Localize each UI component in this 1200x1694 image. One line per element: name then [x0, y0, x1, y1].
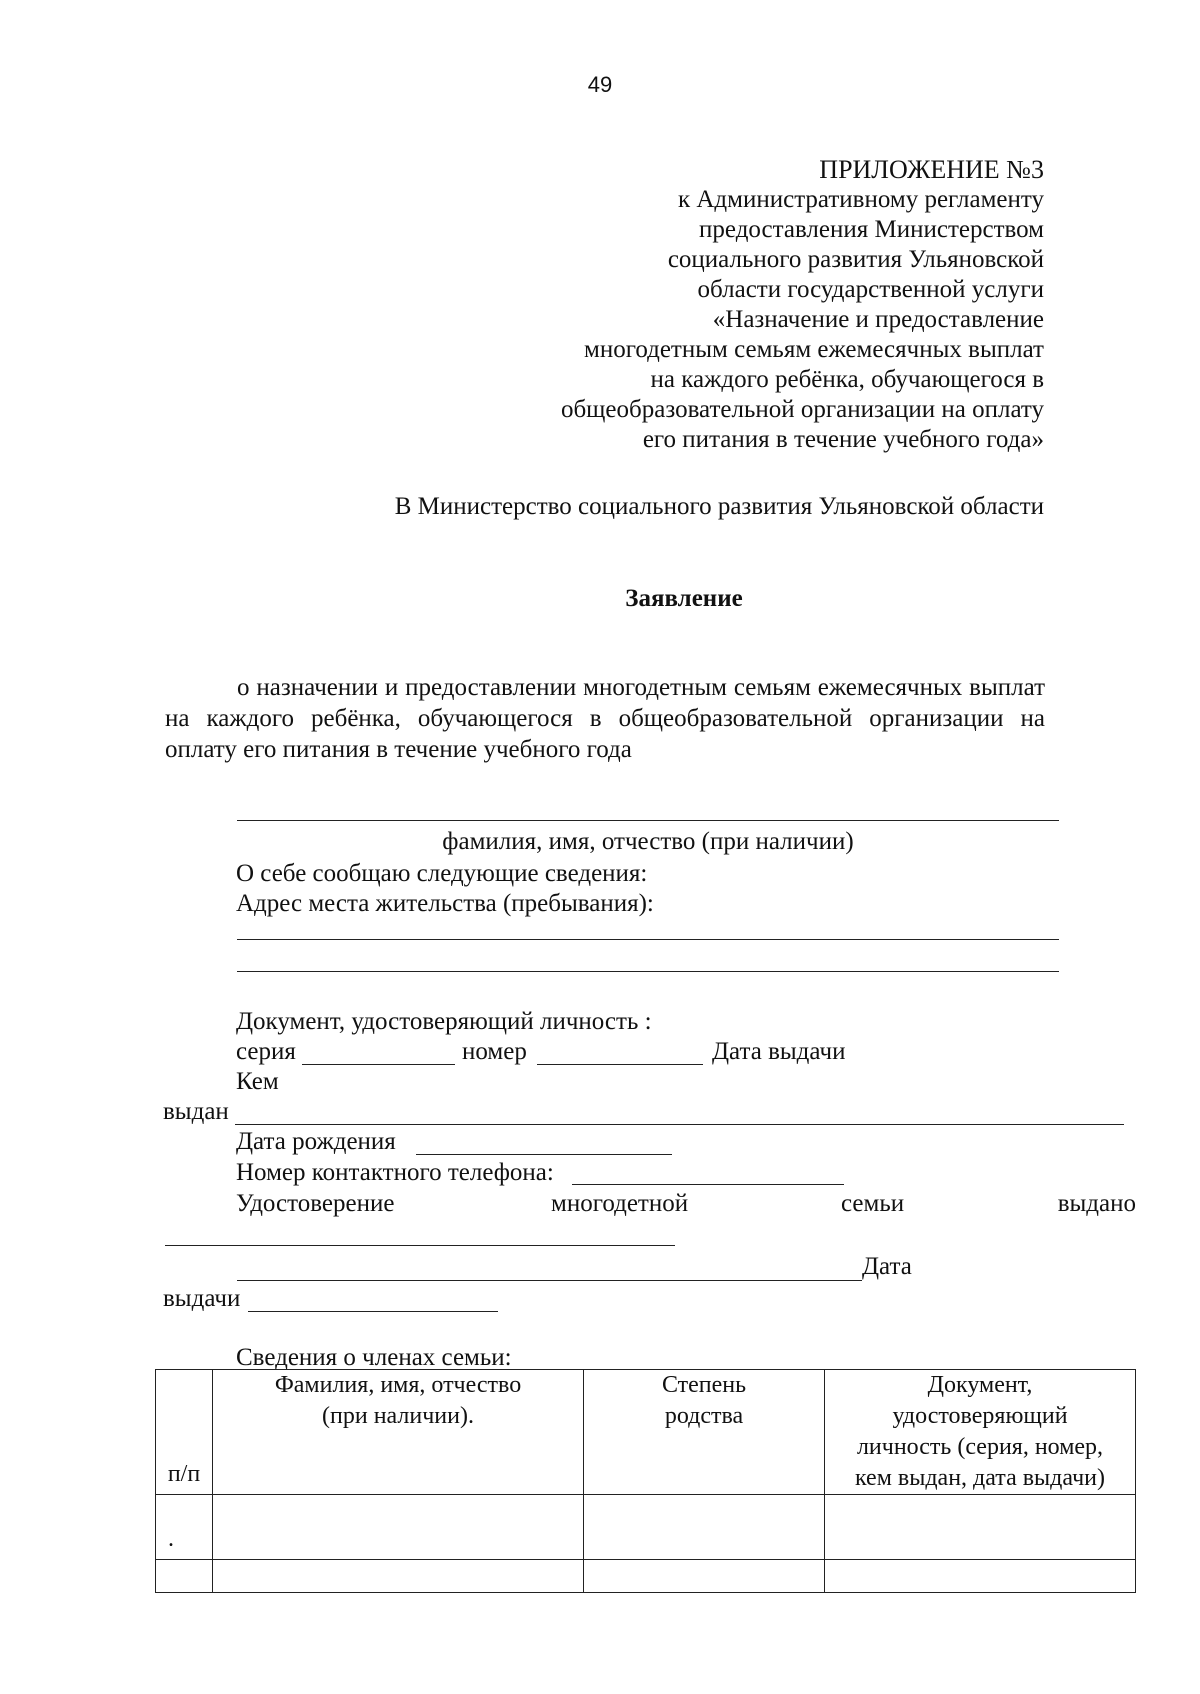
table-row [156, 1560, 1136, 1593]
address-line-1[interactable] [237, 939, 1059, 940]
table-cell-document[interactable] [825, 1560, 1136, 1593]
document-title: Заявление [625, 585, 743, 612]
certificate-issuer-line-1[interactable] [165, 1245, 675, 1246]
table-cell-name[interactable] [213, 1495, 584, 1560]
table-row [156, 1495, 1136, 1560]
column-header-document-line: удостоверяющий [892, 1403, 1068, 1429]
phone-field-line[interactable] [572, 1184, 844, 1185]
table-cell-number[interactable] [156, 1560, 213, 1593]
certificate-word-1: Удостоверение [236, 1190, 395, 1217]
table-cell-relation[interactable] [584, 1560, 825, 1593]
phone-label: Номер контактного телефона: [236, 1159, 554, 1186]
appendix-block [561, 155, 1044, 455]
table-cell-relation[interactable] [584, 1495, 825, 1560]
fio-field-line[interactable] [237, 820, 1059, 821]
intro-paragraph [165, 672, 1045, 765]
column-header-name-line: (при наличии). [322, 1403, 474, 1429]
appendix-line: на каждого ребёнка, обучающегося в [650, 366, 1044, 393]
id-document-label: Документ, удостоверяющий личность : [236, 1008, 652, 1035]
appendix-line: области государственной услуги [697, 276, 1044, 303]
issued-by-label-1: Кем [236, 1068, 279, 1095]
certificate-issuer-line-2[interactable] [237, 1280, 862, 1281]
appendix-line: его питания в течение учебного года» [642, 426, 1044, 453]
appendix-line: к Административному регламенту [677, 186, 1044, 213]
intro-text: о назначении и предоставлении многодетным семьям ежемесячных выплат на каждого ребёнка, обучающегося в общеобразовательной организации на оплату его питания в течение учебного года [165, 674, 1045, 763]
certificate-word-2: многодетной [551, 1190, 689, 1217]
column-header-document-line: Документ, [927, 1372, 1033, 1398]
appendix-line: социального развития Ульяновской [667, 246, 1044, 273]
appendix-line: «Назначение и предоставление [712, 306, 1044, 333]
number-label: номер [462, 1038, 527, 1065]
column-header-number-text: п/п [167, 1461, 201, 1487]
address-label: Адрес места жительства (пребывания): [236, 890, 654, 917]
address-line-2[interactable] [237, 971, 1059, 972]
certificate-date-field-line[interactable] [248, 1311, 498, 1312]
certificate-date-label-2: выдачи [163, 1285, 241, 1312]
certificate-word-4: выдано [1057, 1190, 1136, 1217]
table-header-row [156, 1370, 1136, 1495]
certificate-date-label-1: Дата [862, 1253, 912, 1280]
appendix-heading: ПРИЛОЖЕНИЕ №3 [819, 155, 1044, 184]
about-self-label: О себе сообщаю следующие сведения: [236, 860, 648, 887]
series-field-line[interactable] [302, 1064, 455, 1065]
table-cell-number[interactable] [156, 1495, 213, 1560]
appendix-line: многодетным семьям ежемесячных выплат [584, 336, 1044, 363]
certificate-word-3: семьи [841, 1190, 905, 1217]
column-header-relation [584, 1370, 825, 1495]
table-cell-document[interactable] [825, 1495, 1136, 1560]
family-members-label: Сведения о членах семьи: [236, 1344, 512, 1371]
issue-date-label: Дата выдачи [712, 1038, 846, 1065]
family-members-table [155, 1369, 1136, 1593]
birth-date-field-line[interactable] [416, 1154, 672, 1155]
column-header-document-line: кем выдан, дата выдачи) [854, 1465, 1105, 1491]
table-cell-name[interactable] [213, 1560, 584, 1593]
fio-caption: фамилия, имя, отчество (при наличии) [442, 828, 854, 855]
column-header-relation-line: Степень [661, 1372, 747, 1398]
issued-by-field-line[interactable] [235, 1124, 1124, 1125]
addressee: В Министерство социального развития Ульяновской области [394, 493, 1044, 520]
page-number: 49 [587, 72, 613, 97]
column-header-relation-line: родства [664, 1403, 744, 1429]
row-mark: . [168, 1526, 174, 1552]
appendix-line: предоставления Министерством [699, 216, 1044, 243]
column-header-document-line: личность (серия, номер, [856, 1434, 1104, 1460]
number-field-line[interactable] [537, 1064, 703, 1065]
birth-date-label: Дата рождения [236, 1128, 396, 1155]
series-label: серия [236, 1038, 296, 1065]
appendix-line: общеобразовательной организации на оплату [560, 396, 1044, 423]
column-header-document [825, 1370, 1136, 1495]
column-header-name-line: Фамилия, имя, отчество [274, 1372, 522, 1398]
column-header-name [213, 1370, 584, 1495]
issued-by-label-2: выдан [163, 1098, 229, 1125]
column-header-number [156, 1370, 213, 1495]
